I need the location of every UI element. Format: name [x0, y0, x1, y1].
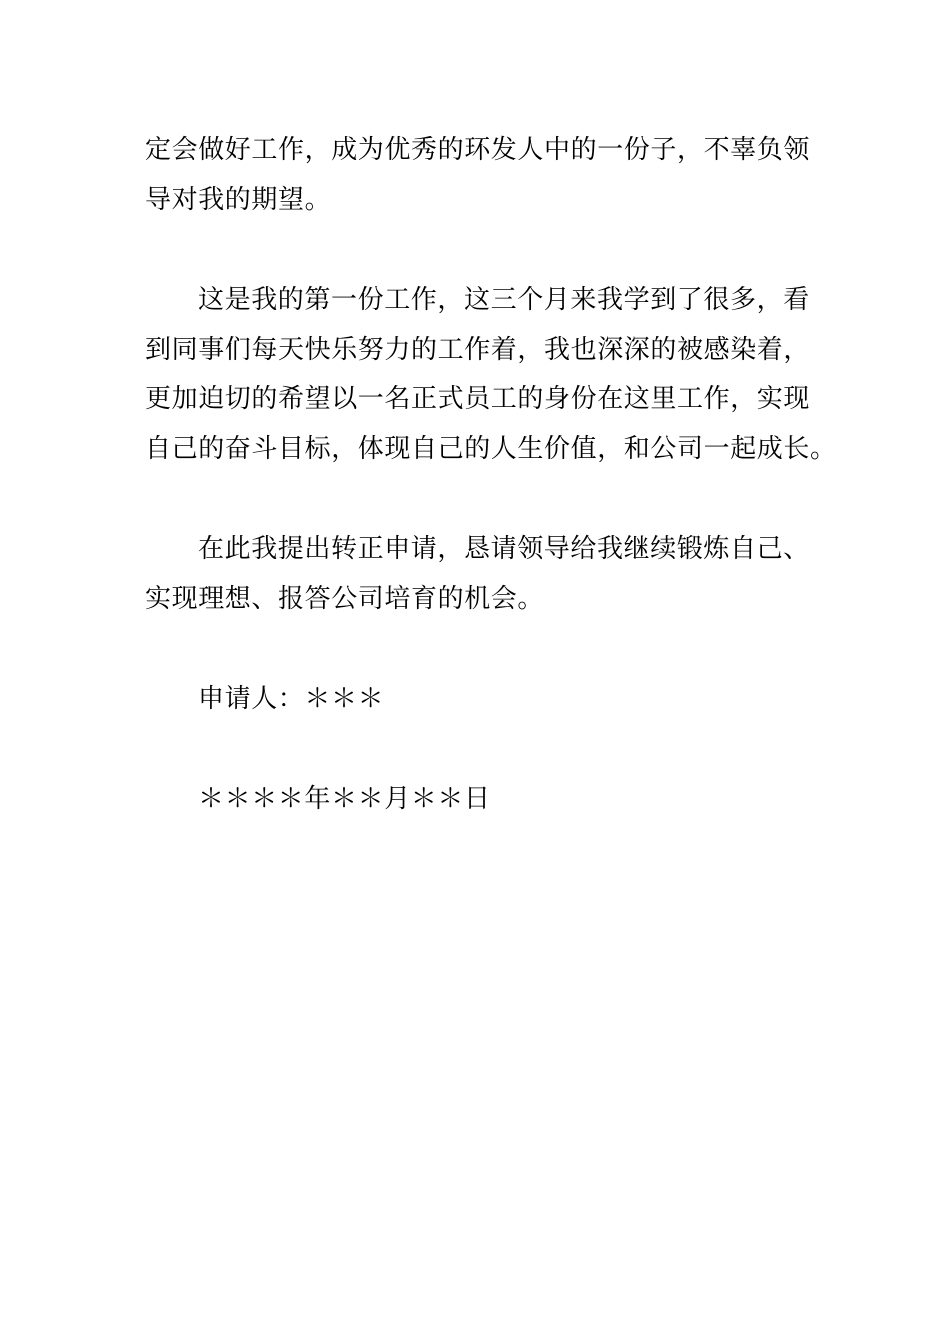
paragraph-2-line-2: 到同事们每天快乐努力的工作着，我也深深的被感染着， [145, 335, 811, 365]
applicant-signature: 申请人：＊＊＊ [198, 684, 385, 714]
paragraph-2-line-4: 自己的奋斗目标，体现自己的人生价值，和公司一起成长。 [145, 434, 837, 464]
paragraph-3-line-1: 在此我提出转正申请，恳请领导给我继续锻炼自己、 [198, 534, 810, 564]
paragraph-2-line-1: 这是我的第一份工作，这三个月来我学到了很多，看 [198, 285, 810, 315]
paragraph-1-line-1: 定会做好工作，成为优秀的环发人中的一份子，不辜负领 [145, 135, 811, 165]
paragraph-1-line-2: 导对我的期望。 [145, 185, 332, 215]
paragraph-3-line-2: 实现理想、报答公司培育的机会。 [145, 584, 545, 614]
signature-date: ＊＊＊＊年＊＊月＊＊日 [198, 784, 491, 814]
paragraph-2-line-3: 更加迫切的希望以一名正式员工的身份在这里工作，实现 [145, 384, 811, 414]
